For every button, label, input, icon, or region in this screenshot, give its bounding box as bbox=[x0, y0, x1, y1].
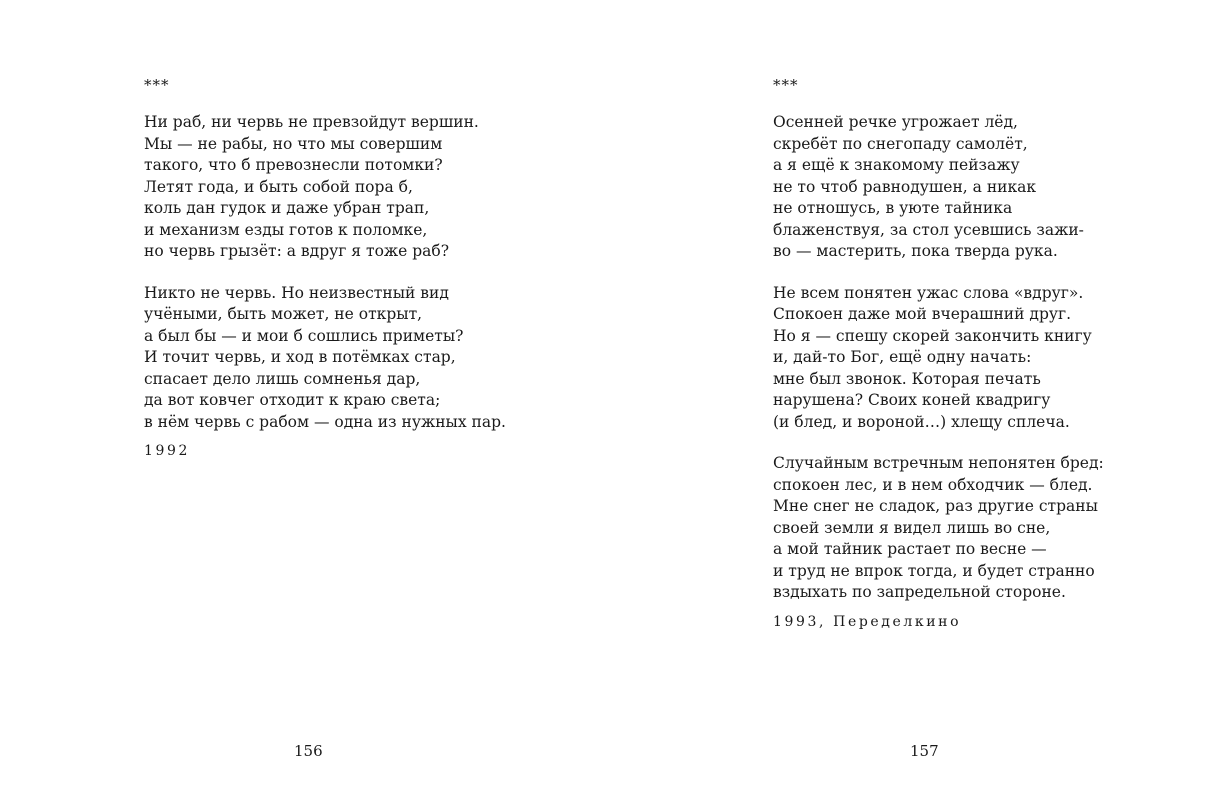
poem-line: блаженствуя, за стол усевшись зажи- bbox=[773, 220, 1084, 239]
poem-separator-stars: *** bbox=[773, 76, 799, 94]
page-number: 157 bbox=[910, 742, 939, 760]
poem-line: Но я — спешу скорей закончить книгу bbox=[773, 326, 1092, 345]
poem-line: коль дан гудок и даже убран трап, bbox=[144, 199, 430, 217]
poem-line: Мы — не рабы, но что мы совершим bbox=[144, 134, 443, 153]
poem-line: не то чтоб равнодушен, а никак bbox=[773, 177, 1037, 196]
poem-line: спасает дело лишь сомненья дар, bbox=[144, 369, 421, 388]
poem-separator-stars: *** bbox=[144, 76, 170, 94]
poem-line: нарушена? Своих коней квадригу bbox=[773, 391, 1051, 409]
poem-line: скребёт по снегопаду самолёт, bbox=[773, 134, 1028, 153]
poem-line: такого, что б превознесли потомки? bbox=[144, 156, 443, 174]
poem-line: в нём червь с рабом — одна из нужных пар. bbox=[144, 412, 506, 431]
page-number: 156 bbox=[294, 742, 323, 760]
poem-line: Летят года, и быть собой пора б, bbox=[144, 177, 413, 196]
poem-line: а был бы — и мои б сошлись приметы? bbox=[144, 326, 464, 345]
poem-line: Случайным встречным непонятен бред: bbox=[773, 454, 1104, 472]
poem-line: Спокоен даже мой вчерашний друг. bbox=[773, 305, 1072, 323]
poem-line: (и блед, и вороной…) хлещу сплеча. bbox=[773, 412, 1070, 431]
poem-line: вздыхать по запредельной стороне. bbox=[773, 583, 1066, 601]
poem-line: спокоен лес, и в нем обходчик — блед. bbox=[773, 475, 1093, 494]
poem-line: а мой тайник растает по весне — bbox=[773, 540, 1047, 558]
right-page bbox=[615, 0, 1230, 800]
stanza-1 bbox=[144, 112, 506, 263]
poem-line: и механизм езды готов к поломке, bbox=[144, 220, 428, 239]
poem-line: Осенней речке угрожает лёд, bbox=[773, 113, 1018, 131]
stanza-3 bbox=[773, 453, 1104, 604]
poem-line: Ни раб, ни червь не превзойдут вершин. bbox=[144, 113, 479, 131]
poem-line: и труд не впрок тогда, и будет странно bbox=[773, 561, 1095, 580]
poem-line: а я ещё к знакомому пейзажу bbox=[773, 156, 1020, 174]
poem-line: Не всем понятен ужас слова «вдруг». bbox=[773, 283, 1084, 302]
poem-left bbox=[144, 76, 506, 461]
poem-right bbox=[773, 76, 1104, 632]
poem-line: Мне снег не сладок, раз другие страны bbox=[773, 497, 1098, 515]
stanza-2 bbox=[144, 283, 506, 434]
poem-line: И точит червь, и ход в потёмках стар, bbox=[144, 348, 456, 366]
poem-line: но червь грызёт: а вдруг я тоже раб? bbox=[144, 242, 450, 260]
poem-line: во — мастерить, пока тверда рука. bbox=[773, 242, 1058, 260]
poem-line: своей земли я видел лишь во сне, bbox=[773, 518, 1051, 537]
poem-date: 1993, Переделкино bbox=[773, 613, 962, 630]
poem-line: учёными, быть может, не открыт, bbox=[144, 305, 423, 323]
poem-line: и, дай-то Бог, ещё одну начать: bbox=[773, 348, 1032, 366]
stanza-2 bbox=[773, 283, 1104, 434]
poem-line: да вот ковчег отходит к краю света; bbox=[144, 391, 441, 409]
stanza-1 bbox=[773, 112, 1104, 263]
poem-line: не отношусь, в уюте тайника bbox=[773, 199, 1013, 217]
poem-date: 1992 bbox=[144, 443, 191, 459]
poem-line: мне был звонок. Которая печать bbox=[773, 369, 1041, 388]
poem-line: Никто не червь. Но неизвестный вид bbox=[144, 283, 449, 302]
